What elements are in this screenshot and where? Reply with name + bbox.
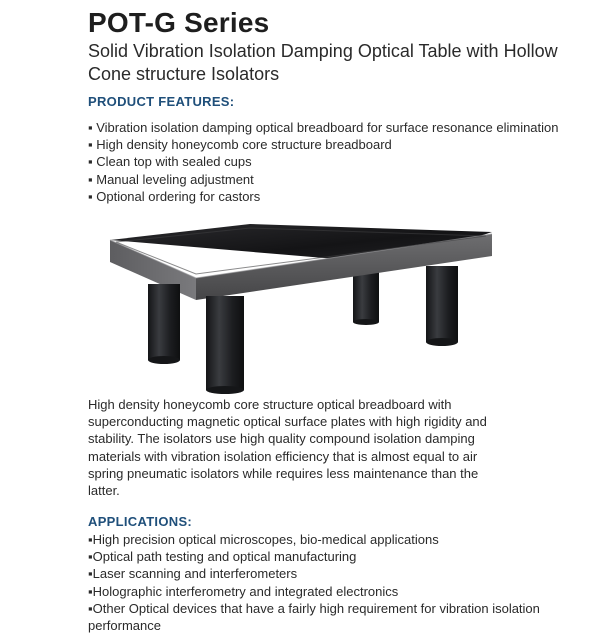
feature-item <box>88 119 588 136</box>
application-item <box>88 600 588 634</box>
features-list <box>88 119 588 205</box>
product-description: High density honeycomb core structure optical breadboard with superconducting magnetic optical surface plates with high rigidity and stability. The isolators use high quality compound isolation damping materials with vibration isolation efficiency that is almost equal to air spring pneumatic isolators while requires less maintenance than the latter. <box>88 397 487 499</box>
bullet-icon: ▪ <box>88 583 93 599</box>
feature-text: Vibration isolation damping optical breadboard for surface resonance elimination <box>96 120 559 135</box>
features-heading: PRODUCT FEATURES: <box>88 94 235 109</box>
application-text: Optical path testing and optical manufacturing <box>92 549 357 565</box>
application-text: Other Optical devices that have a fairly high requirement for vibration isolation performance <box>88 600 540 634</box>
feature-item <box>88 153 588 170</box>
application-item <box>88 583 588 600</box>
application-text: Holographic interferometry and integrated electronics <box>92 583 399 599</box>
applications-list <box>88 531 588 634</box>
front-center-leg <box>206 296 244 394</box>
feature-item <box>88 136 588 153</box>
page-subtitle: Solid Vibration Isolation Damping Optical Table with Hollow Cone structure Isolators <box>88 41 558 84</box>
back-right-corner-leg <box>426 266 458 346</box>
feature-text: Optional ordering for castors <box>96 188 261 204</box>
application-text: High precision optical microscopes, bio-medical applications <box>92 532 439 547</box>
applications-heading: APPLICATIONS: <box>88 514 193 529</box>
feature-item <box>88 188 588 205</box>
front-left-leg <box>148 284 180 364</box>
page-title: POT-G Series <box>88 7 270 38</box>
application-item <box>88 531 588 548</box>
back-right-leg <box>353 272 379 325</box>
bullet-icon: ▪ <box>88 137 97 153</box>
feature-text: High density honeycomb core structure breadboard <box>96 137 392 153</box>
feature-text: Clean top with sealed cups <box>96 154 252 170</box>
bullet-icon: ▪ <box>88 171 97 187</box>
bullet-icon: ▪ <box>88 532 93 547</box>
bullet-icon: ▪ <box>88 120 97 135</box>
application-text: Laser scanning and interferometers <box>92 566 298 582</box>
bullet-icon: ▪ <box>88 154 97 170</box>
application-item <box>88 548 588 565</box>
bullet-icon: ▪ <box>88 549 93 565</box>
bullet-icon: ▪ <box>88 188 97 204</box>
application-item <box>88 565 588 582</box>
optical-table-illustration-icon <box>100 224 500 396</box>
bullet-icon: ▪ <box>88 600 93 616</box>
feature-item <box>88 171 588 188</box>
feature-text: Manual leveling adjustment <box>96 171 254 187</box>
bullet-icon: ▪ <box>88 566 93 582</box>
